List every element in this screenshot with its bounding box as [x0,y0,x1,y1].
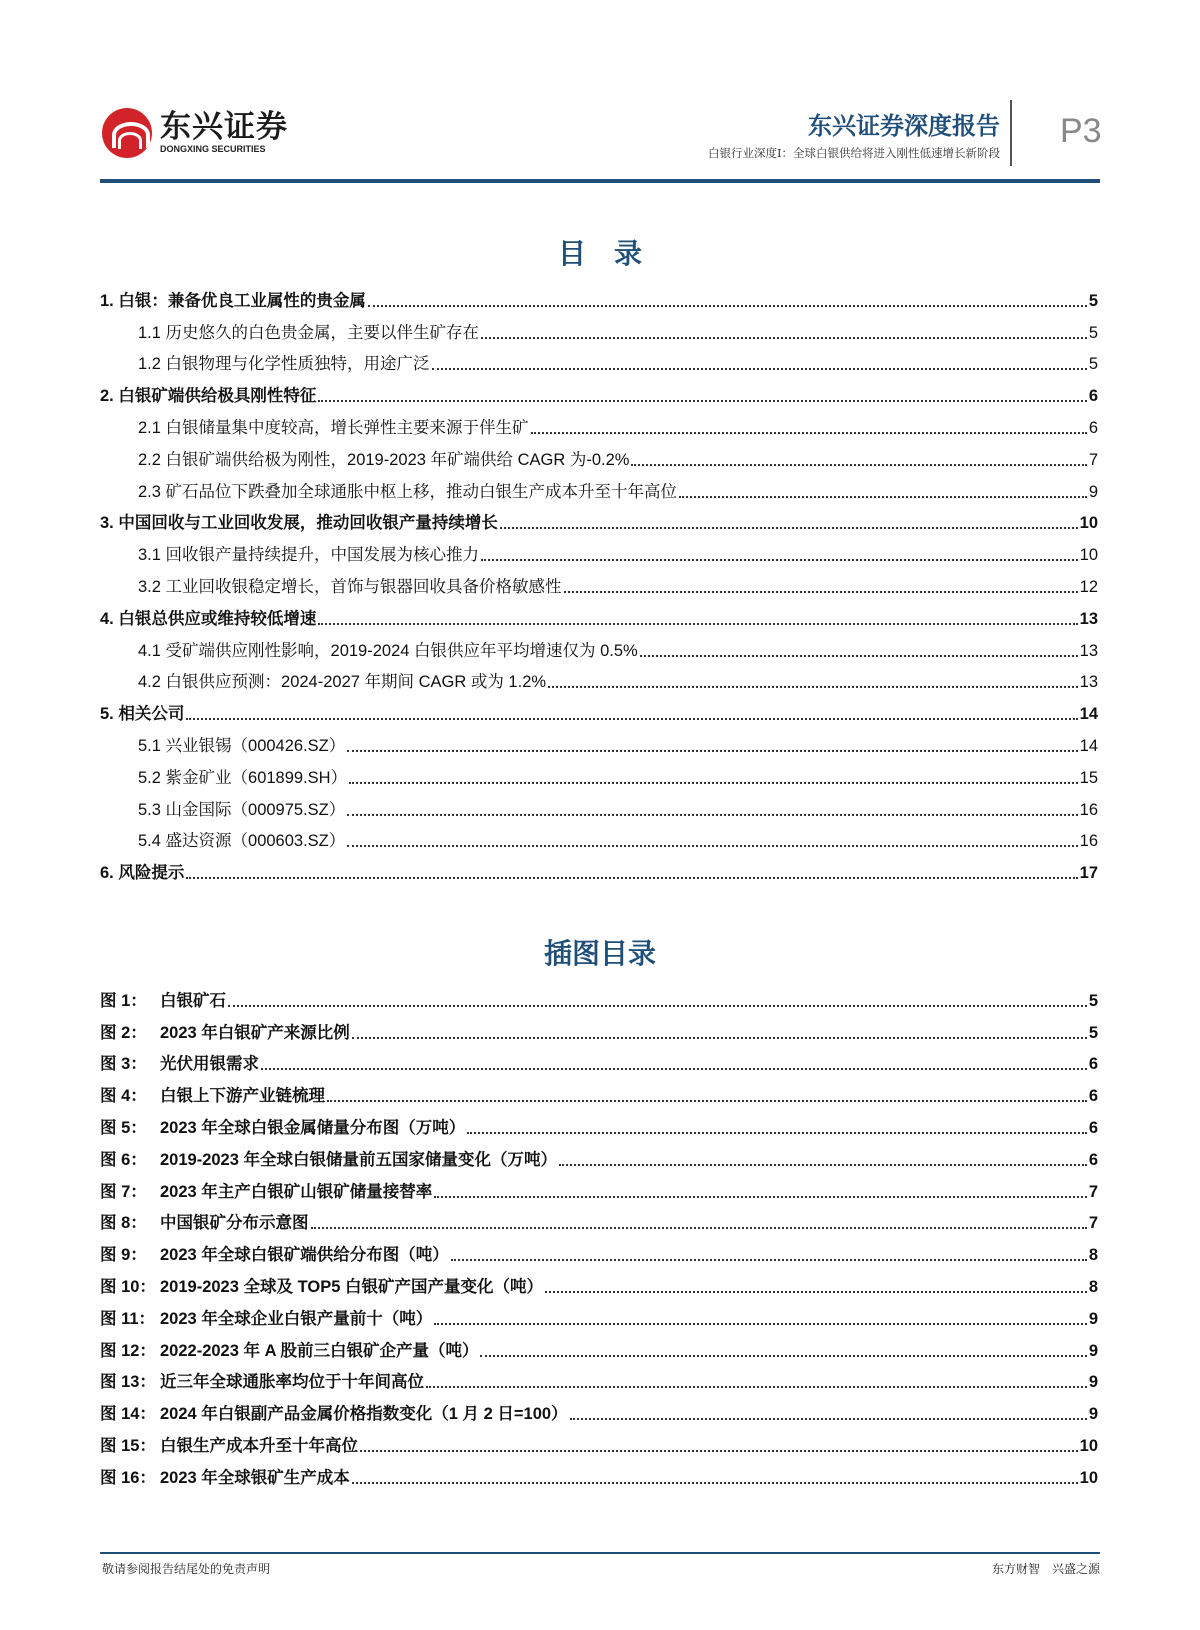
header-rule [100,179,1100,183]
toc-entry-page: 10 [1079,546,1098,565]
figure-entry[interactable] [100,1171,1098,1203]
figure-caption: 白银生产成本升至十年高位 [160,1436,358,1455]
dot-leader [347,845,1077,847]
dot-leader [186,877,1077,879]
figure-number: 图 5： [100,1118,147,1137]
toc-entry-page: 15 [1079,768,1098,787]
figure-caption: 2022-2023 年 A 股前三白银矿企产量（吨） [160,1341,479,1360]
logo-en-text: DONGXING SECURITIES [160,144,266,154]
toc-entry[interactable] [100,757,1098,789]
report-title: 东兴证券深度报告 [808,113,1000,140]
toc-entry-page: 13 [1079,673,1098,692]
figure-entry[interactable] [100,1012,1098,1044]
figure-caption: 白银矿石 [160,991,226,1010]
figure-entry-label [100,1181,432,1203]
figure-number: 图 7： [100,1182,147,1201]
figure-entry-label [100,1053,259,1075]
footer-rule [100,1552,1100,1554]
figure-caption: 白银上下游产业链梳理 [160,1087,325,1106]
figure-caption: 2023 年全球企业白银产量前十（吨） [160,1309,433,1328]
figures-title: 插图目录 [543,938,656,969]
dot-leader [349,782,1078,784]
figure-entry-page: 5 [1088,991,1098,1010]
toc-entry-page: 13 [1079,641,1098,660]
figure-entry-label [100,1022,350,1044]
toc-entry-label: 3.2 工业回收银稳定增长，首饰与银器回收具备价格敏感性 [138,577,562,596]
figure-entry-label [100,1340,478,1362]
figure-entry-label [100,1308,432,1330]
dot-leader [228,1005,1087,1007]
dot-leader [360,1450,1078,1452]
toc-entry[interactable] [100,566,1098,598]
footer-disclaimer: 敬请参阅报告结尾处的免责声明 [102,1562,271,1576]
toc-entry-page: 6 [1088,387,1098,406]
toc-entry-label: 2.3 矿石品位下跌叠加全球通胀中枢上移，推动白银生产成本升至十年高位 [138,482,678,501]
toc-entry[interactable] [100,375,1098,407]
figure-entry[interactable] [100,980,1098,1012]
figure-caption: 2019-2023 全球及 TOP5 白银矿产国产量变化（吨） [160,1277,543,1296]
dot-leader [500,527,1078,529]
figure-entry-label [100,1467,350,1489]
toc-entry-page: 5 [1088,323,1098,342]
toc-entry[interactable] [100,503,1098,535]
toc-entry-label: 1.2 白银物理与化学性质独特，用途广泛 [138,355,430,374]
figure-entry-page: 8 [1088,1246,1098,1265]
figure-entry-page: 6 [1088,1055,1098,1074]
toc-entry-label: 5.4 盛达资源（000603.SZ） [138,832,346,851]
figure-entry-page: 9 [1088,1341,1098,1360]
figure-entry-label [100,1244,449,1266]
dot-leader [426,1386,1087,1388]
figure-caption: 2024 年白银副产品金属价格指数变化（1 月 2 日=100） [160,1405,568,1424]
dot-leader [318,623,1077,625]
toc-entry-label: 1.1 历史悠久的白色贵金属，主要以伴生矿存在 [138,323,480,342]
figure-caption: 近三年全球通胀率均位于十年间高位 [160,1373,424,1392]
figure-number: 图 6： [100,1150,147,1169]
figure-entry[interactable] [100,1203,1098,1235]
figure-entry-page: 9 [1088,1309,1098,1328]
toc-entry-page: 10 [1079,514,1098,533]
toc-entry[interactable] [100,630,1098,662]
toc-entry-page: 14 [1079,736,1098,755]
figure-entry-page: 8 [1088,1277,1098,1296]
dot-leader [481,337,1087,339]
dot-leader [451,1259,1087,1261]
figure-entry-label [100,1085,325,1107]
figure-number: 图 13： [100,1373,156,1392]
figure-entry[interactable] [100,1234,1098,1266]
figure-entry-page: 6 [1088,1118,1098,1137]
figure-caption: 光伏用银需求 [160,1055,259,1074]
toc-entry-page: 5 [1088,291,1098,310]
figure-entry[interactable] [100,1457,1098,1489]
figure-caption: 2023 年主产白银矿山银矿储量接替率 [160,1182,433,1201]
toc-entry-page: 16 [1079,800,1098,819]
figure-entry[interactable] [100,1107,1098,1139]
toc-entry[interactable] [100,598,1098,630]
toc-entry-label: 2. 白银矿端供给极具刚性特征 [100,387,317,406]
dot-leader [548,686,1078,688]
figure-caption: 2023 年白银矿产来源比例 [160,1023,350,1042]
dot-leader [352,1037,1087,1039]
toc-entry-label: 3.1 回收银产量持续提升，中国发展为核心推力 [138,546,480,565]
toc-entry-label: 2.2 白银矿端供给极为刚性，2019-2023 年矿端供给 CAGR 为-0.2% [138,450,630,469]
toc-entry[interactable] [100,662,1098,694]
dot-leader [368,305,1087,307]
toc-entry-label: 5. 相关公司 [100,705,185,724]
dot-leader [434,1323,1087,1325]
dot-leader [480,1355,1086,1357]
toc-entry-label: 4. 白银总供应或维持较低增速 [100,609,317,628]
figure-number: 图 4： [100,1087,147,1106]
toc-entry[interactable] [100,789,1098,821]
toc-title: 目 录 [557,238,642,269]
figure-entry-page: 5 [1088,1023,1098,1042]
toc-entry[interactable] [100,344,1098,376]
toc-entry-page: 6 [1088,418,1098,437]
figure-entry[interactable] [100,1425,1098,1457]
figure-number: 图 10： [100,1277,156,1296]
figure-entry-page: 6 [1088,1150,1098,1169]
dot-leader [570,1418,1087,1420]
figure-entry[interactable] [100,1393,1098,1425]
toc-entry-label: 5.2 紫金矿业（601899.SH） [138,768,348,787]
toc-entry-label: 4.1 受矿端供应刚性影响，2019-2024 白银供应年平均增速仅为 0.5% [138,641,638,660]
figure-number: 图 3： [100,1055,147,1074]
dot-leader [679,496,1087,498]
dot-leader [434,1196,1087,1198]
dot-leader [631,464,1086,466]
figure-number: 图 2： [100,1023,147,1042]
toc-entry-label: 2.1 白银储量集中度较高，增长弹性主要来源于伴生矿 [138,418,529,437]
toc-entry[interactable] [100,312,1098,344]
dot-leader [327,1100,1087,1102]
dot-leader [467,1132,1087,1134]
figure-entry-page: 6 [1088,1087,1098,1106]
figure-entry-label [100,1435,358,1457]
dot-leader [481,559,1078,561]
toc-entry-page: 5 [1088,355,1098,374]
toc-entry-page: 12 [1079,577,1098,596]
figure-entry[interactable] [100,1266,1098,1298]
dot-leader [559,1164,1087,1166]
figure-entry-label [100,1276,543,1298]
header-divider [1010,100,1012,166]
figure-caption: 2019-2023 年全球白银储量前五国家储量变化（万吨） [160,1150,557,1169]
footer-slogan: 东方财智 兴盛之源 [991,1562,1100,1576]
dot-leader [347,750,1077,752]
toc-entry-page: 13 [1079,609,1098,628]
figure-entry[interactable] [100,1330,1098,1362]
figure-number: 图 9： [100,1246,147,1265]
toc-entry-label: 3. 中国回收与工业回收发展，推动回收银产量持续增长 [100,514,498,533]
dot-leader [432,368,1087,370]
toc-entry-page: 7 [1088,450,1098,469]
logo-mark-icon [102,108,152,158]
page-number: P3 [1060,112,1102,150]
toc-entry[interactable] [100,693,1098,725]
figure-number: 图 16： [100,1468,156,1487]
figure-number: 图 14： [100,1405,156,1424]
dot-leader [640,655,1078,657]
figure-entry-label [100,1371,424,1393]
toc-entry-label: 5.3 山金国际（000975.SZ） [138,800,346,819]
dot-leader [564,591,1078,593]
toc-entry[interactable] [100,725,1098,757]
toc-entry[interactable] [100,439,1098,471]
figure-entry-page: 7 [1088,1214,1098,1233]
logo-cn-text: 东兴证券 [160,109,288,144]
figure-entry[interactable] [100,1298,1098,1330]
dot-leader [186,718,1077,720]
figure-entry-page: 7 [1088,1182,1098,1201]
figures-list [100,980,1098,1489]
toc-entry-label: 4.2 白银供应预测：2024-2027 年期间 CAGR 或为 1.2% [138,673,547,692]
toc-entry[interactable] [100,407,1098,439]
toc-entry-label: 1. 白银：兼备优良工业属性的贵金属 [100,291,366,310]
figure-entry[interactable] [100,1362,1098,1394]
toc-entry-page: 14 [1079,705,1098,724]
figure-caption: 2023 年全球白银矿端供给分布图（吨） [160,1246,449,1265]
figure-number: 图 11： [100,1309,156,1328]
toc-entry[interactable] [100,471,1098,503]
figure-entry-page: 9 [1088,1405,1098,1424]
figure-number: 图 12： [100,1341,156,1360]
dot-leader [352,1482,1078,1484]
figure-entry-label [100,1212,309,1234]
toc-entry-page: 9 [1088,482,1098,501]
dot-leader [318,400,1086,402]
company-logo [102,108,288,158]
figure-entry-label [100,1117,465,1139]
figure-caption: 中国银矿分布示意图 [160,1214,309,1233]
figure-entry-label [100,1149,557,1171]
report-subtitle: 白银行业深度Ⅰ：全球白银供给将进入刚性低速增长新阶段 [707,146,1000,160]
figure-entry-page: 9 [1088,1373,1098,1392]
dot-leader [311,1227,1087,1229]
figure-caption: 2023 年全球白银金属储量分布图（万吨） [160,1118,466,1137]
toc-entry[interactable] [100,534,1098,566]
figure-entry-page: 10 [1079,1436,1098,1455]
figure-entry[interactable] [100,1044,1098,1076]
figure-entry-page: 10 [1079,1468,1098,1487]
figure-caption: 2023 年全球银矿生产成本 [160,1468,350,1487]
toc-entry-label: 6. 风险提示 [100,864,185,883]
figure-number: 图 15： [100,1436,156,1455]
toc-list [100,280,1098,884]
figure-entry[interactable] [100,1139,1098,1171]
toc-entry-label: 5.1 兴业银锡（000426.SZ） [138,736,346,755]
figure-number: 图 8： [100,1214,147,1233]
figure-number: 图 1： [100,991,147,1010]
dot-leader [531,432,1087,434]
figure-entry-label [100,990,226,1012]
toc-entry-page: 17 [1079,864,1098,883]
toc-entry[interactable] [100,821,1098,853]
dot-leader [261,1068,1087,1070]
toc-entry-page: 16 [1079,832,1098,851]
figure-entry[interactable] [100,1075,1098,1107]
dot-leader [347,814,1077,816]
dot-leader [545,1291,1087,1293]
figure-entry-label [100,1403,568,1425]
toc-entry[interactable] [100,852,1098,884]
toc-entry[interactable] [100,280,1098,312]
